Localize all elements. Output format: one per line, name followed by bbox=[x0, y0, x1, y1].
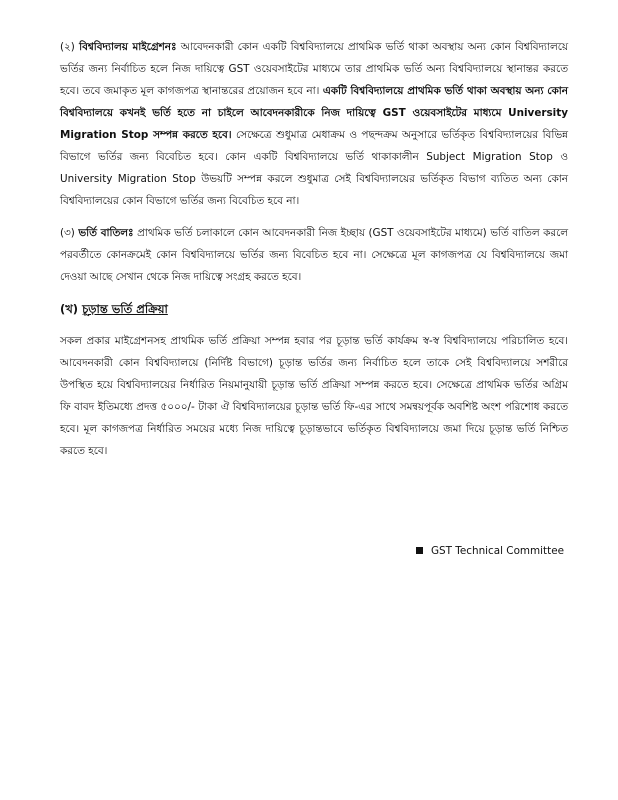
migration-bold-text: একটি বিশ্ববিদ্যালয়ে প্রাথমিক ভর্তি থাকা অবস্থায় অন্য কোন বিশ্ববিদ্যালয়ে কখনই ভর্তি হতে না চাইলে আবেদনকারীকে নিজ দায়িত্বে GST ওয়েবসাইটের মাধ্যমে University Migration Stop সম্পন্ন করতে হবে। bbox=[60, 85, 568, 141]
cancellation-text: প্রাথমিক ভর্তি চলাকালে কোন আবেদনকারী নিজ ইচ্ছায় (GST ওয়েবসাইটের মাধ্যমে) ভর্তি বাতিল করলে পরবর্তীতে কোনক্রমেই কোন বিশ্ববিদ্যালয়ে ভর্তির জন্য বিবেচিত হবে না। সেক্ষেত্রে মূল কাগজপত্র যে বিশ্ববিদ্যালয়ে জমা দেওয়া আছে সেখান থেকে নিজ দায়িত্বে সংগ্রহ করতে হবে। bbox=[60, 227, 568, 283]
migration-number: (২) bbox=[60, 41, 80, 53]
cancellation-number: (৩) bbox=[60, 227, 79, 239]
migration-text-2: সেক্ষেত্রে শুধুমাত্র মেধাক্রম ও পছন্দক্রম অনুসারে ভর্তিকৃত বিশ্ববিদ্যালয়ের বিভিন্ন বিভাগে ভর্তির জন্য বিবেচিত হবে। কোন একটি বিশ্ববিদ্যালয়ে ভর্তি থাকাকালীন Subject Migration Stop ও University Migration Stop উভয়টি সম্পন্ন করলে শুধুমাত্র সেই বিশ্ববিদ্যালয়ের ভর্তিকৃত বিভাগ ব্যতিত অন্য কোন বিশ্ববিদ্যালয়ের কোন বিভাগে ভর্তির জন্য বিবেচিত হবে না। bbox=[60, 129, 568, 207]
migration-text-1: আবেদনকারী কোন একটি বিশ্ববিদ্যালয়ে প্রাথমিক ভর্তি থাকা অবস্থায় অন্য কোন বিশ্ববিদ্যালয়ে ভর্তির জন্য নির্বাচিত হলে নিজ দায়িত্বে GST ওয়েবসাইটের মাধ্যমে তার প্রাথমিক ভর্তি অন্য বিশ্ববিদ্যালয়ে স্থানান্তর করতে হবে। তবে জমাকৃত মূল কাগজপত্র স্থানান্তরের প্রয়োজন হবে না। bbox=[60, 41, 568, 97]
final-admission-prefix: (খ) bbox=[60, 302, 83, 316]
migration-title: বিশ্ববিদ্যালয় মাইগ্রেশনঃ bbox=[79, 41, 177, 53]
square-bullet-icon bbox=[416, 547, 423, 554]
cancellation-title: ভর্তি বাতিলঃ bbox=[78, 227, 134, 239]
final-admission-heading bbox=[60, 298, 568, 320]
signature-text: GST Technical Committee bbox=[431, 545, 564, 557]
final-admission-paragraph: সকল প্রকার মাইগ্রেশনসহ প্রাথমিক ভর্তি প্রক্রিয়া সম্পন্ন হবার পর চূড়ান্ত ভর্তি কার্যক্রম স্ব-স্ব বিশ্ববিদ্যালয়ে পরিচালিত হবে। আবেদনকারী কোন বিশ্ববিদ্যালয়ে (নির্দিষ্ট বিভাগে) চূড়ান্ত ভর্তির জন্য নির্বাচিত হলে তাকে সেই বিশ্ববিদ্যালয়ে সশরীরে উপস্থিত হয়ে বিশ্ববিদ্যালয়ের নির্ধারিত নিয়মানুযায়ী চূড়ান্ত ভর্তি প্রক্রিয়া সম্পন্ন করতে হবে। সেক্ষেত্রে প্রাথমিক ভর্তির অগ্রিম ফি বাবদ ইতিমধ্যে প্রদত্ত ৫০০০/- টাকা ঐ বিশ্ববিদ্যালয়ের চূড়ান্ত ভর্তি ফি-এর সাথে সমন্বয়পূর্বক অবশিষ্ট অংশ পরিশোধ করতে হবে। মূল কাগজপত্র নির্ধারিত সময়ের মধ্যে নিজ দায়িত্বে চূড়ান্তভাবে ভর্তিকৃত বিশ্ববিদ্যালয়ে জমা দিয়ে চূড়ান্ত ভর্তি নিশ্চিত করতে হবে। bbox=[60, 335, 568, 457]
document-body bbox=[60, 36, 568, 472]
final-admission-title: চূড়ান্ত ভর্তি প্রক্রিয়া bbox=[82, 302, 168, 316]
cancellation-paragraph bbox=[60, 222, 568, 288]
migration-paragraph bbox=[60, 36, 568, 212]
footer-signature bbox=[416, 543, 564, 559]
